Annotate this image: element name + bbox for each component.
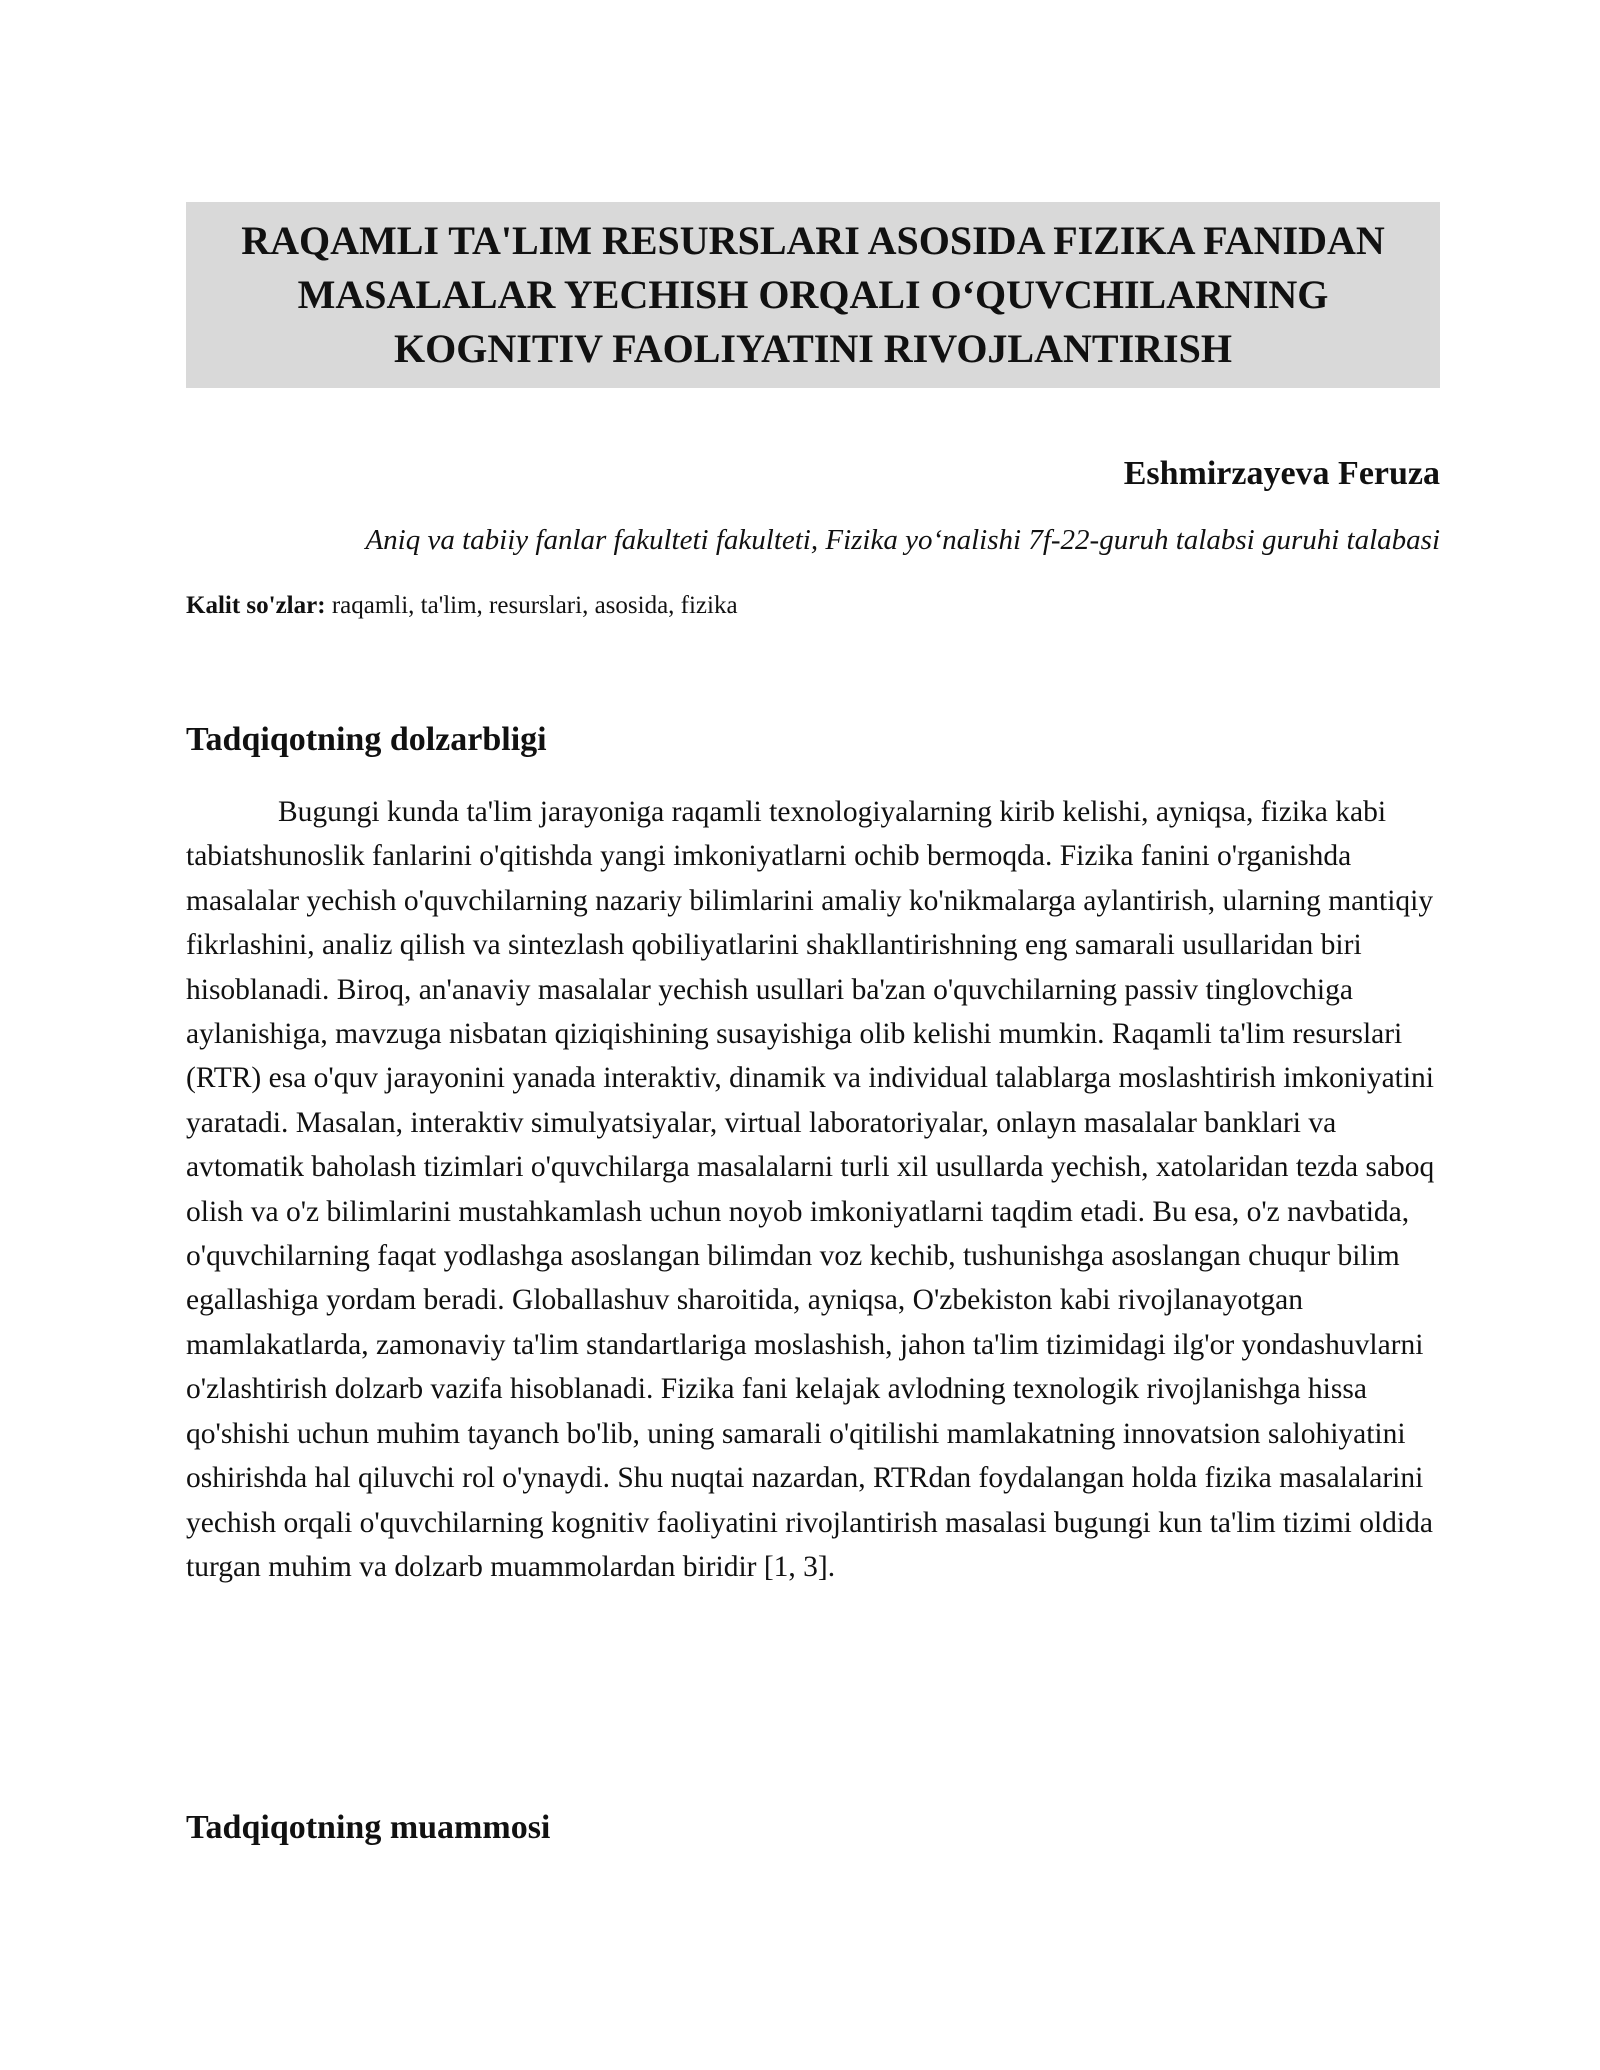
keywords-label: Kalit so'zlar: <box>186 592 326 619</box>
title-box <box>186 202 1440 388</box>
section-heading-problem: Tadqiqotning muammosi <box>186 1809 551 1846</box>
author-name: Eshmirzayeva Feruza <box>1123 455 1440 492</box>
author-affiliation: Aniq va tabiiy fanlar fakulteti fakulteti, Fizika yo‘nalishi 7f-22-guruh talabsi guruhi talabasi <box>365 524 1440 556</box>
paper-title: RAQAMLI TA'LIM RESURSLARI ASOSIDA FIZIKA FANIDAN MASALALAR YECHISH ORQALI O‘QUVCHILARNING KOGNITIV FAOLIYATINI RIVOJLANTIRISH <box>241 218 1385 371</box>
section-heading-relevance: Tadqiqotning dolzarbligi <box>186 721 547 758</box>
keywords-line <box>186 588 738 624</box>
keywords-value: raqamli, ta'lim, resurslari, asosida, fizika <box>331 592 738 619</box>
section-paragraph-relevance: Bugungi kunda ta'lim jarayoniga raqamli texnologiyalarning kirib kelishi, ayniqsa, fizika kabi tabiatshunoslik fanlarini o'qitishda yangi imkoniyatlarni ochib bermoqda. Fizika fanini o'rganishda masalalar yechish o'quvchilarning nazariy bilimlarini amaliy ko'nikmalarga aylantirish, ularning mantiqiy fikrlashini, analiz qilish va sintezlash qobiliyatlarini shakllantirishning eng samarali usullaridan biri hisoblanadi. Biroq, an'anaviy masalalar yechish usullari ba'zan o'quvchilarning passiv tinglovchiga aylanishiga, mavzuga nisbatan qiziqishining susayishiga olib kelishi mumkin. Raqamli ta'lim resurslari (RTR) esa o'quv jarayonini yanada interaktiv, dinamik va individual talablarga moslashtirish imkoniyatini yaratadi. Masalan, interaktiv simulyatsiyalar, virtual laboratoriyalar, onlayn masalalar banklari va avtomatik baholash tizimlari o'quvchilarga masalalarni turli xil usullarda yechish, xatolaridan tezda saboq olish va o'z bilimlarini mustahkamlash uchun noyob imkoniyatlarni taqdim etadi. Bu esa, o'z navbatida, o'quvchilarning faqat yodlashga asoslangan bilimdan voz kechib, tushunishga asoslangan chuqur bilim egallashiga yordam beradi. Globallashuv sharoitida, ayniqsa, O'zbekiston kabi rivojlanayotgan mamlakatlarda, zamonaviy ta'lim standartlariga moslashish, jahon ta'lim tizimidagi ilg'or yondashuvlarni o'zlashtirish dolzarb vazifa hisoblanadi. Fizika fani kelajak avlodning texnologik rivojlanishga hissa qo'shishi uchun muhim tayanch bo'lib, uning samarali o'qitilishi mamlakatning innovatsion salohiyatini oshirishda hal qiluvchi rol o'ynaydi. Shu nuqtai nazardan, RTRdan foydalangan holda fizika masalalarini yechish orqali o'quvchilarning kognitiv faoliyatini rivojlantirish masalasi bugungi kun ta'lim tizimi oldida turgan muhim va dolzarb muammolardan biridir [1, 3]. <box>186 796 1435 1583</box>
